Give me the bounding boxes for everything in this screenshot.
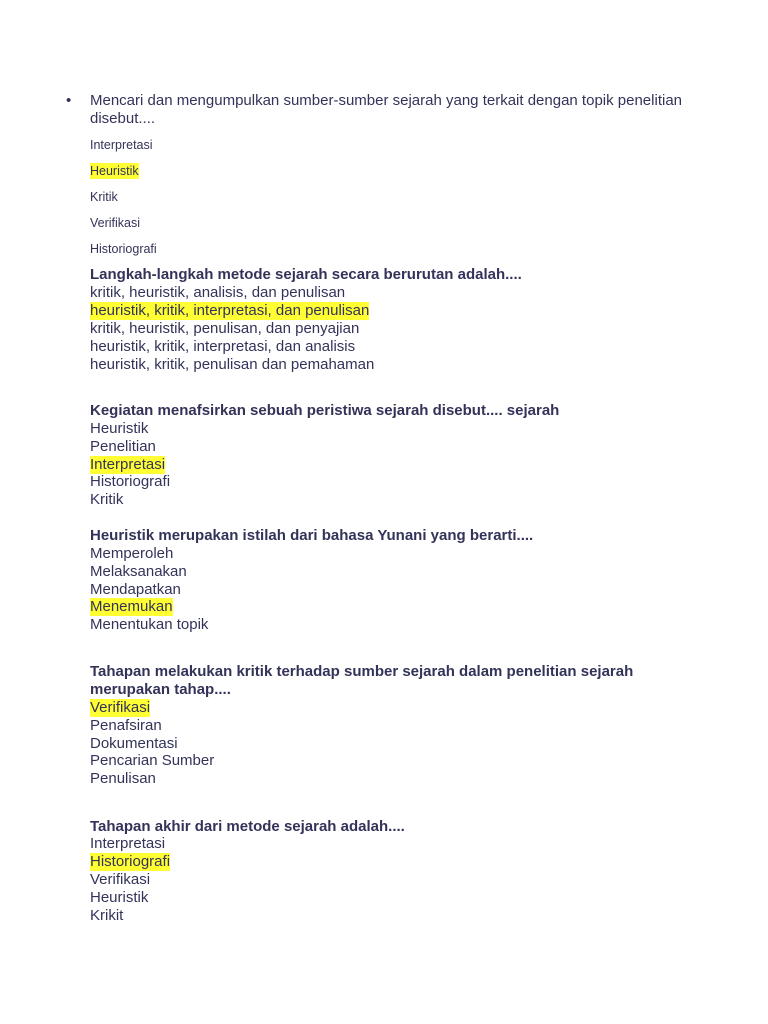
question-2-text: Langkah-langkah metode sejarah secara berurutan adalah.... [90, 266, 522, 283]
q6-option-5: Krikit [90, 907, 124, 924]
question-5-text-line-2: merupakan tahap.... [90, 681, 231, 698]
bullet-point: • [66, 92, 72, 109]
q6-option-2-highlighted: Historiografi [90, 853, 171, 870]
q2-option-2-highlighted: heuristik, kritik, interpretasi, dan penulisan [90, 302, 370, 319]
q3-option-4: Historiografi [90, 473, 171, 490]
q5-option-2: Penafsiran [90, 717, 162, 734]
question-1-text: Mencari dan mengumpulkan sumber-sumber sejarah yang terkait dengan topik penelitian disebut.... [90, 92, 683, 127]
q3-option-1: Heuristik [90, 420, 149, 437]
q5-option-4: Pencarian Sumber [90, 752, 215, 769]
q6-option-3: Verifikasi [90, 871, 151, 888]
q1-option-1: Interpretasi [90, 138, 153, 152]
q3-option-5: Kritik [90, 491, 124, 508]
q3-option-2: Penelitian [90, 438, 156, 455]
q1-option-5: Historiografi [90, 242, 157, 256]
q1-option-2-highlighted: Heuristik [90, 164, 139, 178]
q3-option-3-highlighted: Interpretasi [90, 456, 166, 473]
q1-option-4: Verifikasi [90, 216, 141, 230]
q2-option-3: kritik, heuristik, penulisan, dan penyajian [90, 320, 360, 337]
q4-option-3: Mendapatkan [90, 581, 181, 598]
question-3-text: Kegiatan menafsirkan sebuah peristiwa sejarah disebut.... sejarah [90, 402, 560, 419]
question-4-text: Heuristik merupakan istilah dari bahasa Yunani yang berarti.... [90, 527, 534, 544]
q1-option-3: Kritik [90, 190, 118, 204]
question-5-text-line-1: Tahapan melakukan kritik terhadap sumber sejarah dalam penelitian sejarah [90, 663, 634, 680]
q5-option-3: Dokumentasi [90, 735, 178, 752]
q4-option-4-highlighted: Menemukan [90, 598, 173, 615]
q2-option-5: heuristik, kritik, penulisan dan pemahaman [90, 356, 375, 373]
q4-option-5: Menentukan topik [90, 616, 209, 633]
q2-option-4: heuristik, kritik, interpretasi, dan analisis [90, 338, 356, 355]
question-6-text: Tahapan akhir dari metode sejarah adalah.... [90, 818, 405, 835]
q5-option-1-highlighted: Verifikasi [90, 699, 151, 716]
q6-option-1: Interpretasi [90, 835, 166, 852]
q5-option-5: Penulisan [90, 770, 156, 787]
q2-option-1: kritik, heuristik, analisis, dan penulisan [90, 284, 346, 301]
q4-option-1: Memperoleh [90, 545, 174, 562]
q6-option-4: Heuristik [90, 889, 149, 906]
q4-option-2: Melaksanakan [90, 563, 187, 580]
